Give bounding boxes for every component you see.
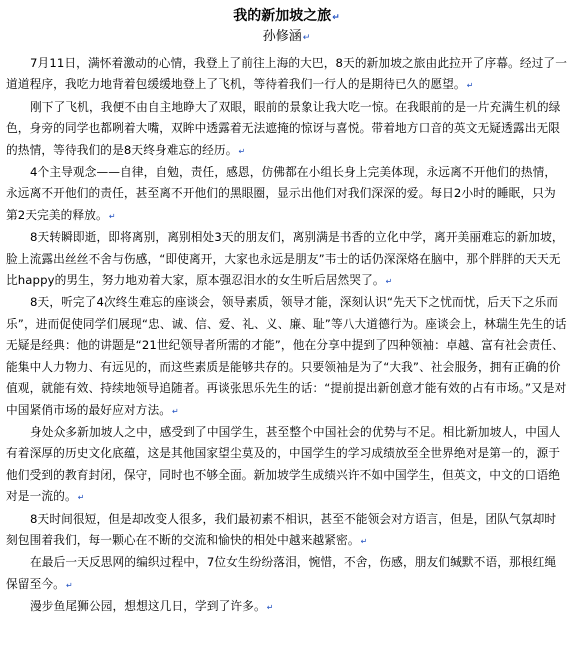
paragraph-mark-icon: ↵ — [266, 603, 274, 613]
paragraph-mark-icon: ↵ — [332, 13, 340, 23]
paragraph-text: 7月11日，满怀着激动的心情，我登上了前往上海的大巴，8天的新加坡之旅由此拉开了序幕。经过了一道道程序，我吃力地背着包缓缓地登上了飞机，等待着我们一行人的是期待已久的愿望。 — [6, 56, 568, 92]
paragraph-text: 8天转瞬即逝，即将离别，离别相处3天的朋友们，离别满是书香的立化中学，离开美丽难忘的新加坡，脸上流露出丝丝不舍与伤感，“即使离开，大家也永远是朋友”韦士的话仍深深烙在脑中，那个胖胖的天天无比happy的男生，努力地劝着大家，原本强忍泪水的女生听后居然哭了。 — [6, 230, 564, 288]
paragraph-2 — [6, 97, 567, 162]
paragraph-6 — [6, 422, 567, 509]
paragraph-mark-icon: ↵ — [65, 580, 73, 590]
paragraph-mark-icon: ↵ — [385, 277, 393, 287]
paragraph-text: 刚下了飞机，我便不由自主地睁大了双眼，眼前的景象让我大吃一惊。在我眼前的是一片充满生机的绿色，身旁的同学也都咧着大嘴，双眸中透露着无法遮掩的惊讶与喜悦。带着地方口音的英文无疑透露出无限的热情，等待我们的是8天终身难忘的经历。 — [6, 99, 561, 157]
paragraph-mark-icon: ↵ — [466, 81, 474, 91]
paragraph-3 — [6, 162, 567, 227]
document-author — [6, 28, 567, 47]
paragraph-mark-icon: ↵ — [302, 33, 311, 43]
title-text: 我的新加坡之旅 — [233, 8, 332, 24]
paragraph-text: 在最后一天反思网的编织过程中，7位女生纷纷落泪，惋惜，不舍，伤感，朋友们缄默不语，那根红绳保留至今。 — [6, 555, 557, 591]
paragraph-text: 4个主导观念——自律，自勉，责任，感恩，仿佛都在小组长身上完美体现，永远离不开他们的热情，永远离不开他们的责任，甚至离不开他们的黑眼圈，显示出他们对我们深深的爱。每日2小时的睡眠，只为第2天完美的释放。 — [6, 165, 557, 222]
paragraph-5 — [6, 292, 567, 421]
paragraph-8 — [6, 552, 567, 596]
paragraph-9 — [6, 596, 567, 618]
author-text: 孙修涵 — [262, 29, 302, 44]
paragraph-1 — [6, 53, 567, 97]
paragraph-4 — [6, 227, 567, 292]
paragraph-text: 8天，听完了4次终生难忘的座谈会，领导素质，领导才能，深刻认识“先天下之忧而忧，后天下之乐而乐”，进而促使同学们展现“忠、诚、信、爱、礼、义、廉、耻”等八大道德行为。座谈会上，林瑞生先生的话无疑是经典：他的讲题是“21世纪领导者所需的才能”，他在分享中提到了四种领袖：卓越、富有社会责任、能集中人力物力、有远见的，而这些素质是能够共存的。只要领袖是为了“大我”、社会服务，拥有正确的价值观，就能有效、持续地领导追随者。再谈张思乐先生的话：“提前提出新创意才能有效的占有市场。”又是对中国紧俏市场的最好应对方法。 — [6, 295, 567, 417]
paragraph-mark-icon: ↵ — [108, 211, 116, 221]
paragraph-mark-icon: ↵ — [77, 493, 85, 503]
paragraph-text: 漫步鱼尾狮公园，想想这几日，学到了许多。 — [30, 599, 266, 614]
document-title — [6, 6, 567, 28]
paragraph-mark-icon: ↵ — [360, 536, 368, 546]
paragraph-text: 8天时间很短，但是却改变人很多，我们最初素不相识，甚至不能领会对方语言，但是，团队气氛却时刻包围着我们，每一颗心在不断的交流和愉快的相处中越来越紧密。 — [6, 511, 557, 547]
paragraph-mark-icon: ↵ — [172, 406, 179, 416]
paragraph-mark-icon: ↵ — [238, 146, 246, 156]
paragraph-text: 身处众多新加坡人之中，感受到了中国学生，甚至整个中国社会的优势与不足。相比新加坡人，中国人有着深厚的历史文化底蕴，这是其他国家望尘莫及的，中国学生的学习成绩放至全世界绝对是第一的，源于他们受到的教育封闭，保守，同时也不够全面。新加坡学生成绩兴许不如中国学生，但英文，中文的口语绝对是一流的。 — [6, 424, 561, 504]
paragraph-7 — [6, 509, 567, 553]
